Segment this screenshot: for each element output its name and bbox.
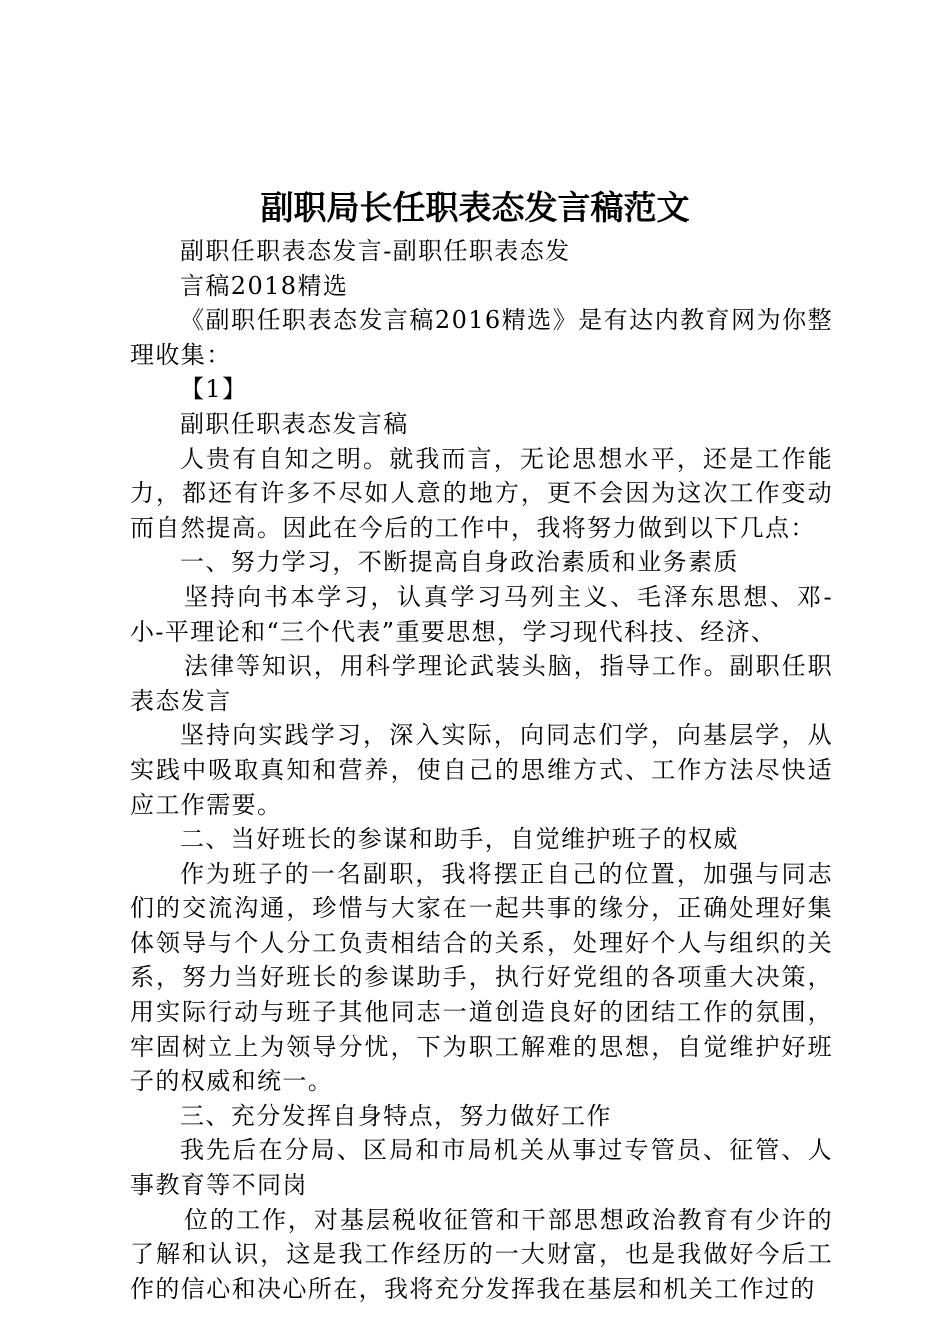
document-body bbox=[130, 234, 833, 1306]
body-paragraph: 三、充分发挥自身特点，努力做好工作 bbox=[180, 1101, 612, 1130]
body-paragraph: 副职任职表态发言-副职任职表态发 bbox=[180, 237, 571, 265]
body-paragraph: 二、当好班长的参谋和助手，自觉维护班子的权威 bbox=[180, 825, 739, 854]
body-paragraph: 坚持向实践学习，深入实际，向同志们学，向基层学，从实践中吸取真知和营养，使自己的思维方式、工作方法尽快适应工作需要。 bbox=[130, 721, 833, 819]
body-paragraph: 法律等知识，用科学理论武装头脑，指导工作。副职任职表态发言 bbox=[130, 652, 833, 715]
body-paragraph: 【1】 bbox=[180, 375, 248, 404]
body-paragraph: 位的工作，对基层税收征管和干部思想政治教育有少许的了解和认识，这是我工作经历的一大财富，也是我做好今后工作的信心和决心所在，我将充分发挥我在基层和机关工作过的 bbox=[130, 1205, 833, 1303]
document-title: 副职局长任职表态发言稿范文 bbox=[260, 188, 690, 227]
body-paragraph: 《副职任职表态发言稿2016精选》是有达内教育网为你整理收集： bbox=[130, 306, 833, 369]
body-paragraph: 副职任职表态发言稿 bbox=[180, 409, 409, 438]
body-paragraph: 人贵有自知之明。就我而言，无论思想水平，还是工作能力，都还有许多不尽如人意的地方，更不会因为这次工作变动而自然提高。因此在今后的工作中，我将努力做到以下几点： bbox=[130, 444, 833, 542]
body-paragraph: 作为班子的一名副职，我将摆正自己的位置，加强与同志们的交流沟通，珍惜与大家在一起共事的缘分，正确处理好集体领导与个人分工负责相结合的关系，处理好个人与组织的关系，努力当好班长的参谋助手，执行好党组的各项重大决策，用实际行动与班子其他同志一道创造良好的团结工作的氛围，牢固树立上为领导分忧，下为职工解难的思想，自觉维护好班子的权威和统一。 bbox=[130, 859, 833, 1096]
body-paragraph: 一、努力学习，不断提高自身政治素质和业务素质 bbox=[180, 548, 739, 577]
body-paragraph: 我先后在分局、区局和市局机关从事过专管员、征管、人事教育等不同岗 bbox=[130, 1136, 833, 1200]
body-paragraph: 言稿2018精选 bbox=[180, 271, 349, 300]
body-paragraph: 坚持向书本学习，认真学习马列主义、毛泽东思想、邓-小-平理论和“三个代表”重要思想，学习现代科技、经济、 bbox=[130, 582, 833, 646]
